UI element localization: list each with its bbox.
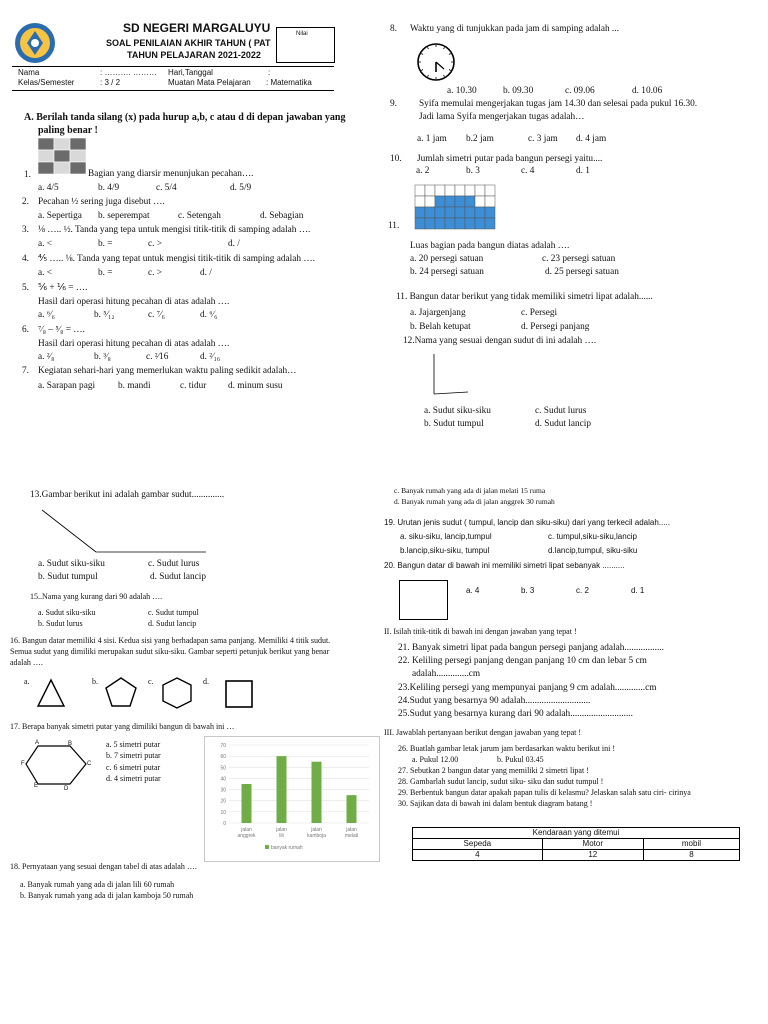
chart-x-tick-label: jalan: [311, 827, 322, 833]
q10-option-a[interactable]: a. 2: [416, 166, 430, 176]
grid-cell: [465, 207, 475, 218]
grid-cell: [445, 196, 455, 207]
q29-text: 29. Berbentuk bangun datar apakah papan tulis di kelasmu? Jelaskan salah satu ciri- cirinya: [398, 788, 691, 797]
q19-option-b[interactable]: b.lancip,siku-siku, tumpul: [400, 546, 490, 555]
q6-option-c[interactable]: c. ²⁄16: [146, 352, 169, 362]
q26-option-b: b. Pukul 03.45: [497, 755, 544, 764]
chart-bar: [242, 784, 252, 823]
chart-x-tick-label: anggrek: [237, 833, 256, 839]
q10-option-d[interactable]: d. 1: [576, 166, 590, 176]
chart-bar: [277, 756, 287, 823]
q2-option-b[interactable]: b. seperempat: [98, 211, 150, 221]
q20-option-a[interactable]: a. 4: [466, 586, 480, 595]
q20-square-figure: [399, 580, 448, 620]
q4-option-d[interactable]: d. /: [200, 268, 212, 278]
q2-number: 2.: [22, 197, 29, 207]
chart-bar: [312, 762, 322, 823]
vertex-label-d: D: [64, 786, 69, 792]
q26-text: 26. Buatlah gambar letak jarum jam berdasarkan waktu berikut ini !: [398, 744, 616, 753]
q12-option-c[interactable]: c. Sudut lurus: [535, 406, 587, 416]
q30-text: 30. Sajikan data di bawah ini dalam bentuk diagram batang !: [398, 799, 593, 808]
q6-option-b[interactable]: b. ³⁄₈: [94, 352, 111, 362]
chart-x-tick-label: kamboja: [307, 833, 326, 839]
q1-number: 1.: [24, 170, 31, 180]
acute-angle-figure: [430, 352, 470, 397]
q9-text: Syifa memulai mengerjakan tugas jam 14.30 dan selesai pada pukul 16.30.: [419, 99, 698, 109]
q15-text: 15..Nama yang kurang dari 90 adalah ….: [30, 592, 163, 601]
grid-cell: [425, 207, 435, 218]
q13-option-a[interactable]: a. Sudut siku-siku: [38, 559, 105, 569]
pentagon-icon: [104, 676, 138, 708]
vehicle-header-bicycle: Sepeda: [413, 839, 543, 850]
q25-text: 25.Sudut yang besarnya kurang dari 90 adalah...........................: [398, 709, 633, 719]
vertex-label-a: A: [35, 740, 40, 746]
section-a-title: A. Berilah tanda silang (x) pada hurup a,b, c atau d di depan jawaban yang: [24, 112, 346, 123]
q6-text: ⁷⁄₈ – ⁵⁄₈ = ….: [38, 325, 85, 335]
q4-number: 4.: [22, 254, 29, 264]
chart-y-tick-label: 50: [220, 765, 226, 772]
q18-option-b[interactable]: b. Banyak rumah yang ada di jalan kamboja 50 rumah: [20, 891, 194, 900]
date-value: :: [268, 68, 271, 77]
vertex-label-f: F: [21, 761, 25, 767]
q5-text: ⅚ + ⅙ = ….: [38, 283, 88, 293]
q5-number: 5.: [22, 283, 29, 293]
grid-cell: [435, 207, 445, 218]
checker-cell: [70, 162, 86, 174]
q19-option-d[interactable]: d.lancip,tumpul, siku-siku: [548, 546, 638, 555]
grid-cell: [485, 185, 495, 196]
q2-option-a[interactable]: a. Sepertiga: [38, 211, 82, 221]
chart-y-tick-label: 20: [220, 798, 226, 805]
q5-option-c[interactable]: c. ⁷⁄₆: [148, 310, 165, 320]
grid-cell: [475, 207, 485, 218]
grid-cell: [435, 218, 445, 229]
section-c-title: III. Jawablah pertanyaan berikut dengan jawaban yang tepat !: [384, 728, 582, 737]
q20-text: 20. Bangun datar di bawah ini memiliki simetri lipat sebanyak ..........: [384, 561, 625, 570]
name-value: : ………. ………: [100, 68, 157, 77]
header-rule-bottom: [12, 90, 334, 91]
q13-text: 13.Gambar berikut ini adalah gambar sudut..............: [30, 490, 225, 500]
q3-option-c[interactable]: c. >: [148, 239, 163, 249]
q11b-option-d[interactable]: d. Persegi panjang: [521, 322, 590, 332]
class-label: Kelas/Semester: [18, 78, 75, 87]
q18-option-d[interactable]: d. Banyak rumah yang ada di jalan anggrek 30 rumah: [394, 497, 555, 506]
grid-cell: [455, 185, 465, 196]
vertex-label-b: B: [68, 741, 73, 747]
triangle-icon: [36, 678, 66, 708]
q16-option-d[interactable]: d.: [203, 677, 209, 686]
q22-text-2: adalah..............cm: [412, 669, 481, 679]
q16-line-2: Semua sudut yang dimiliki merupakan sudut siku-siku. Gambar seperti petunjuk berikut yang benar: [10, 647, 330, 656]
q7-number: 7.: [22, 366, 29, 376]
q9-number: 9.: [390, 99, 397, 109]
vehicle-header-motorcycle: Motor: [542, 839, 643, 850]
grid-area-figure: [415, 185, 495, 233]
grid-cell: [415, 185, 425, 196]
school-logo: [14, 22, 56, 64]
q8-option-c[interactable]: c. 09.06: [565, 86, 595, 96]
q13-option-d[interactable]: d. Sudut lancip: [150, 572, 207, 582]
q8-text: Waktu yang di tunjukkan pada jam di samping adalah ...: [410, 24, 619, 34]
chart-x-tick-label: melati: [344, 833, 359, 839]
grid-cell: [475, 185, 485, 196]
q6-option-d[interactable]: d. ²⁄₁₆: [200, 352, 221, 362]
q3-option-b[interactable]: b. =: [98, 239, 113, 249]
clock-icon: [416, 42, 456, 82]
q1-option-b[interactable]: b. 4/9: [98, 183, 120, 193]
obtuse-angle-figure: [40, 508, 210, 556]
grid-cell: [415, 218, 425, 229]
chart-x-tick-label: jalan: [346, 827, 357, 833]
q8-number: 8.: [390, 24, 397, 34]
q16-line-1: 16. Bangun datar memiliki 4 sisi. Kedua sisi yang berhadapan sama panjang. Memiliki 4 titik sudut.: [10, 636, 331, 645]
grid-cell: [465, 185, 475, 196]
q17-option-b[interactable]: b. 7 simetri putar: [106, 751, 161, 760]
q2-option-c[interactable]: c. Setengah: [178, 211, 221, 221]
class-value: : 3 / 2: [100, 78, 121, 87]
q11b-option-b[interactable]: b. Belah ketupat: [410, 322, 471, 332]
grid-cell: [485, 218, 495, 229]
chart-bar: [347, 795, 357, 823]
grid-cell: [455, 196, 465, 207]
chart-x-tick-label: jalan: [276, 827, 287, 833]
q11-option-d[interactable]: d. 25 persegi satuan: [545, 267, 619, 277]
q11b-option-a[interactable]: a. Jajargenjang: [410, 308, 466, 318]
name-label: Nama: [18, 68, 40, 77]
grid-cell: [445, 207, 455, 218]
house-bar-chart: [204, 736, 380, 862]
q10-option-b[interactable]: b. 3: [466, 166, 480, 176]
hexagon-abcdef-figure: [18, 738, 98, 794]
vehicle-table-title: Kendaraan yang ditemui: [413, 828, 740, 839]
vertex-label-c: C: [87, 761, 92, 767]
q15-option-c[interactable]: c. Sudut tumpul: [148, 608, 199, 617]
q3-option-d[interactable]: d. /: [228, 239, 240, 249]
q5-option-a[interactable]: a. ⁶⁄₆: [38, 310, 55, 320]
checker-cell: [38, 138, 54, 150]
chart-y-tick-label: 40: [220, 776, 226, 783]
chart-x-tick-label: jalan: [241, 827, 252, 833]
q2-text: Pecahan ½ sering juga disebut ….: [38, 197, 165, 207]
q19-text: 19. Urutan jenis sudut ( tumpul, lancip dan siku-siku) dari yang terkecil adalah.....: [384, 518, 670, 527]
chart-legend-swatch: [265, 845, 269, 849]
grid-cell: [435, 196, 445, 207]
q8-option-d[interactable]: d. 10.06: [632, 86, 663, 96]
q7-option-d[interactable]: d. minum susu: [228, 381, 283, 391]
q22-text: 22. Keliling persegi panjang dengan panjang 10 cm dan lebar 5 cm: [398, 656, 647, 666]
q9-text-2: Jadi lama Syifa mengerjakan tugas adalah…: [419, 112, 585, 122]
q17-option-d[interactable]: d. 4 simetri putar: [106, 774, 161, 783]
score-label: Nilai: [296, 31, 308, 37]
checker-cell: [54, 150, 70, 162]
q23-text: 23.Keliling persegi yang mempunyai panjang 9 cm adalah.............cm: [398, 683, 657, 693]
q3-text: ⅛ ….. ½. Tanda yang tepa untuk mengisi titik-titik di samping adalah ….: [38, 225, 311, 235]
checker-cell: [38, 162, 54, 174]
q6-subtext: Hasil dari operasi hitung pecahan di atas adalah ….: [38, 339, 230, 349]
q1-text: Bagian yang diarsir menunjukan pecahan….: [88, 169, 254, 179]
q18-option-c[interactable]: c. Banyak rumah yang ada di jalan melati 15 ruma: [394, 486, 546, 495]
q11-number: 11.: [388, 221, 400, 231]
grid-cell: [475, 196, 485, 207]
q12-text: 12.Nama yang sesuai dengan sudut di ini adalah ….: [403, 336, 597, 346]
q19-option-c[interactable]: c. tumpul,siku-siku,lancip: [548, 532, 637, 541]
header-rule-top: [12, 66, 334, 67]
q4-option-c[interactable]: c. >: [148, 268, 163, 278]
q4-option-b[interactable]: b. =: [98, 268, 113, 278]
q16-option-a[interactable]: a.: [24, 677, 30, 686]
checker-cell: [54, 138, 70, 150]
q28-text: 28. Gambarlah sudut lancip, sudut siku- siku dan sudut tumpul !: [398, 777, 604, 786]
q4-option-a[interactable]: a. <: [38, 268, 53, 278]
grid-cell: [435, 185, 445, 196]
q10-text: Jumlah simetri putar pada bangun persegi yaitu....: [417, 154, 603, 164]
q2-option-d[interactable]: d. Sebagian: [260, 211, 304, 221]
chart-y-tick-label: 30: [220, 787, 226, 794]
grid-cell: [425, 185, 435, 196]
vehicle-value-car: 8: [643, 850, 739, 861]
vertex-label-e: E: [34, 783, 39, 789]
q17-option-c[interactable]: c. 6 simetri putar: [106, 763, 161, 772]
q13-option-b[interactable]: b. Sudut tumpul: [38, 572, 98, 582]
exam-title: SOAL PENILAIAN AKHIR TAHUN ( PAT: [106, 38, 271, 48]
q10-option-c[interactable]: c. 4: [521, 166, 535, 176]
chart-legend-label: banyak rumah: [271, 845, 303, 851]
vehicle-table: [412, 827, 740, 861]
q5-option-b[interactable]: b. ⁵⁄₁₂: [94, 310, 115, 320]
q3-option-a[interactable]: a. <: [38, 239, 53, 249]
grid-cell: [475, 218, 485, 229]
q11-option-b[interactable]: b. 24 persegi satuan: [410, 267, 484, 277]
q20-option-b[interactable]: b. 3: [521, 586, 535, 595]
q21-text: 21. Banyak simetri lipat pada bangun persegi panjang adalah.................: [398, 643, 664, 653]
q17-option-a[interactable]: a. 5 simetri putar: [106, 740, 161, 749]
school-year: TAHUN PELAJARAN 2021-2022: [127, 50, 261, 60]
hexagon-icon: [160, 676, 194, 710]
checker-cell: [70, 138, 86, 150]
subject-value: : Matematika: [266, 78, 312, 87]
q10-number: 10.: [390, 154, 402, 164]
grid-cell: [425, 196, 435, 207]
grid-cell: [445, 185, 455, 196]
q12-option-a[interactable]: a. Sudut siku-siku: [424, 406, 491, 416]
q12-option-b[interactable]: b. Sudut tumpul: [424, 419, 484, 429]
q3-number: 3.: [22, 225, 29, 235]
q26-option-a: a. Pukul 12.00: [412, 755, 459, 764]
q5-option-d[interactable]: d. ⁶⁄₆: [200, 310, 218, 320]
q15-option-b[interactable]: b. Sudut lurus: [38, 619, 83, 628]
score-box[interactable]: [276, 27, 335, 63]
q7-text: Kegiatan sehari-hari yang memerlukan waktu paling sedikit adalah…: [38, 366, 297, 376]
q17-text: 17. Berapa banyak simetri putar yang dimiliki bangun di bawah ini …: [10, 722, 235, 731]
vehicle-header-car: mobil: [643, 839, 739, 850]
q20-option-d[interactable]: d. 1: [631, 586, 645, 595]
q20-option-c[interactable]: c. 2: [576, 586, 589, 595]
vehicle-value-motorcycle: 12: [542, 850, 643, 861]
q1-option-c[interactable]: c. 5/4: [156, 183, 177, 193]
chart-y-tick-label: 0: [223, 821, 226, 827]
q27-text: 27. Sebutkan 2 bangun datar yang memiliki 2 simetri lipat !: [398, 766, 589, 775]
chart-y-tick-label: 10: [220, 809, 226, 816]
grid-cell: [465, 196, 475, 207]
q11-text: Luas bagian pada bangun diatas adalah ….: [410, 241, 570, 251]
date-label: Hari,Tanggal: [168, 68, 213, 77]
grid-cell: [425, 218, 435, 229]
q13-option-c[interactable]: c. Sudut lurus: [148, 559, 200, 569]
q19-option-a[interactable]: a. siku-siku, lancip,tumpul: [400, 532, 492, 541]
grid-cell: [445, 218, 455, 229]
q16-line-3: adalah ….: [10, 658, 43, 667]
section-b-title: II. Isilah titik-titik di bawah ini dengan jawaban yang tepat !: [384, 627, 577, 636]
section-a-title-2: paling benar !: [38, 125, 98, 136]
q9-option-b[interactable]: b.2 jam: [466, 134, 494, 144]
q6-option-a[interactable]: a. ²⁄₈: [38, 352, 55, 362]
q18-text: 18. Pernyataan yang sesuai dengan tabel di atas adalah ….: [10, 862, 197, 871]
q15-option-a[interactable]: a. Sudut siku-siku: [38, 608, 96, 617]
q6-number: 6.: [22, 325, 29, 335]
q18-option-a[interactable]: a. Banyak rumah yang ada di jalan lili 60 rumah: [20, 880, 175, 889]
q8-option-a[interactable]: a. 10.30: [447, 86, 477, 96]
grid-cell: [455, 218, 465, 229]
q9-option-a[interactable]: a. 1 jam: [417, 134, 447, 144]
q12-option-d[interactable]: d. Sudut lancip: [535, 419, 592, 429]
q11b-option-c[interactable]: c. Persegi: [521, 308, 558, 318]
q24-text: 24.Sudut yang besarnya 90 adalah............................: [398, 696, 591, 706]
q11b-text: 11. Bangun datar berikut yang tidak memiliki simetri lipat adalah......: [396, 292, 653, 302]
q7-option-a[interactable]: a. Sarapan pagi: [38, 381, 96, 391]
grid-cell: [415, 207, 425, 218]
square-icon: [224, 679, 254, 709]
checker-figure: [38, 138, 86, 174]
checker-cell: [54, 162, 70, 174]
grid-cell: [485, 196, 495, 207]
grid-cell: [415, 196, 425, 207]
q7-option-b[interactable]: b. mandi: [118, 381, 151, 391]
q4-text: ⅘ ….. ⅛. Tanda yang tepat untuk mengisi titik-titik di samping adalah ….: [38, 254, 315, 264]
q16-option-c[interactable]: c.: [148, 677, 154, 686]
q7-option-c[interactable]: c. tidur: [180, 381, 207, 391]
q16-option-b[interactable]: b.: [92, 677, 98, 686]
grid-cell: [455, 207, 465, 218]
grid-cell: [465, 218, 475, 229]
subject-label: Muatan Mata Pelajaran: [168, 78, 251, 87]
vehicle-value-bicycle: 4: [413, 850, 543, 861]
q1-option-d[interactable]: d. 5/9: [230, 183, 252, 193]
q8-option-b[interactable]: b. 09.30: [503, 86, 534, 96]
q11-option-c[interactable]: c. 23 persegi satuan: [542, 254, 616, 264]
q15-option-d[interactable]: d. Sudut lancip: [148, 619, 197, 628]
chart-y-tick-label: 70: [220, 743, 226, 749]
q5-subtext: Hasil dari operasi hitung pecahan di atas adalah ….: [38, 297, 230, 307]
grid-cell: [485, 207, 495, 218]
school-name: SD NEGERI MARGALUYU: [123, 21, 271, 35]
chart-y-tick-label: 60: [220, 754, 226, 761]
chart-x-tick-label: lili: [279, 833, 284, 839]
checker-cell: [70, 150, 86, 162]
q1-option-a[interactable]: a. 4/5: [38, 183, 59, 193]
q9-option-c[interactable]: c. 3 jam: [528, 134, 558, 144]
q11-option-a[interactable]: a. 20 persegi satuan: [410, 254, 484, 264]
q9-option-d[interactable]: d. 4 jam: [576, 134, 607, 144]
checker-cell: [38, 150, 54, 162]
